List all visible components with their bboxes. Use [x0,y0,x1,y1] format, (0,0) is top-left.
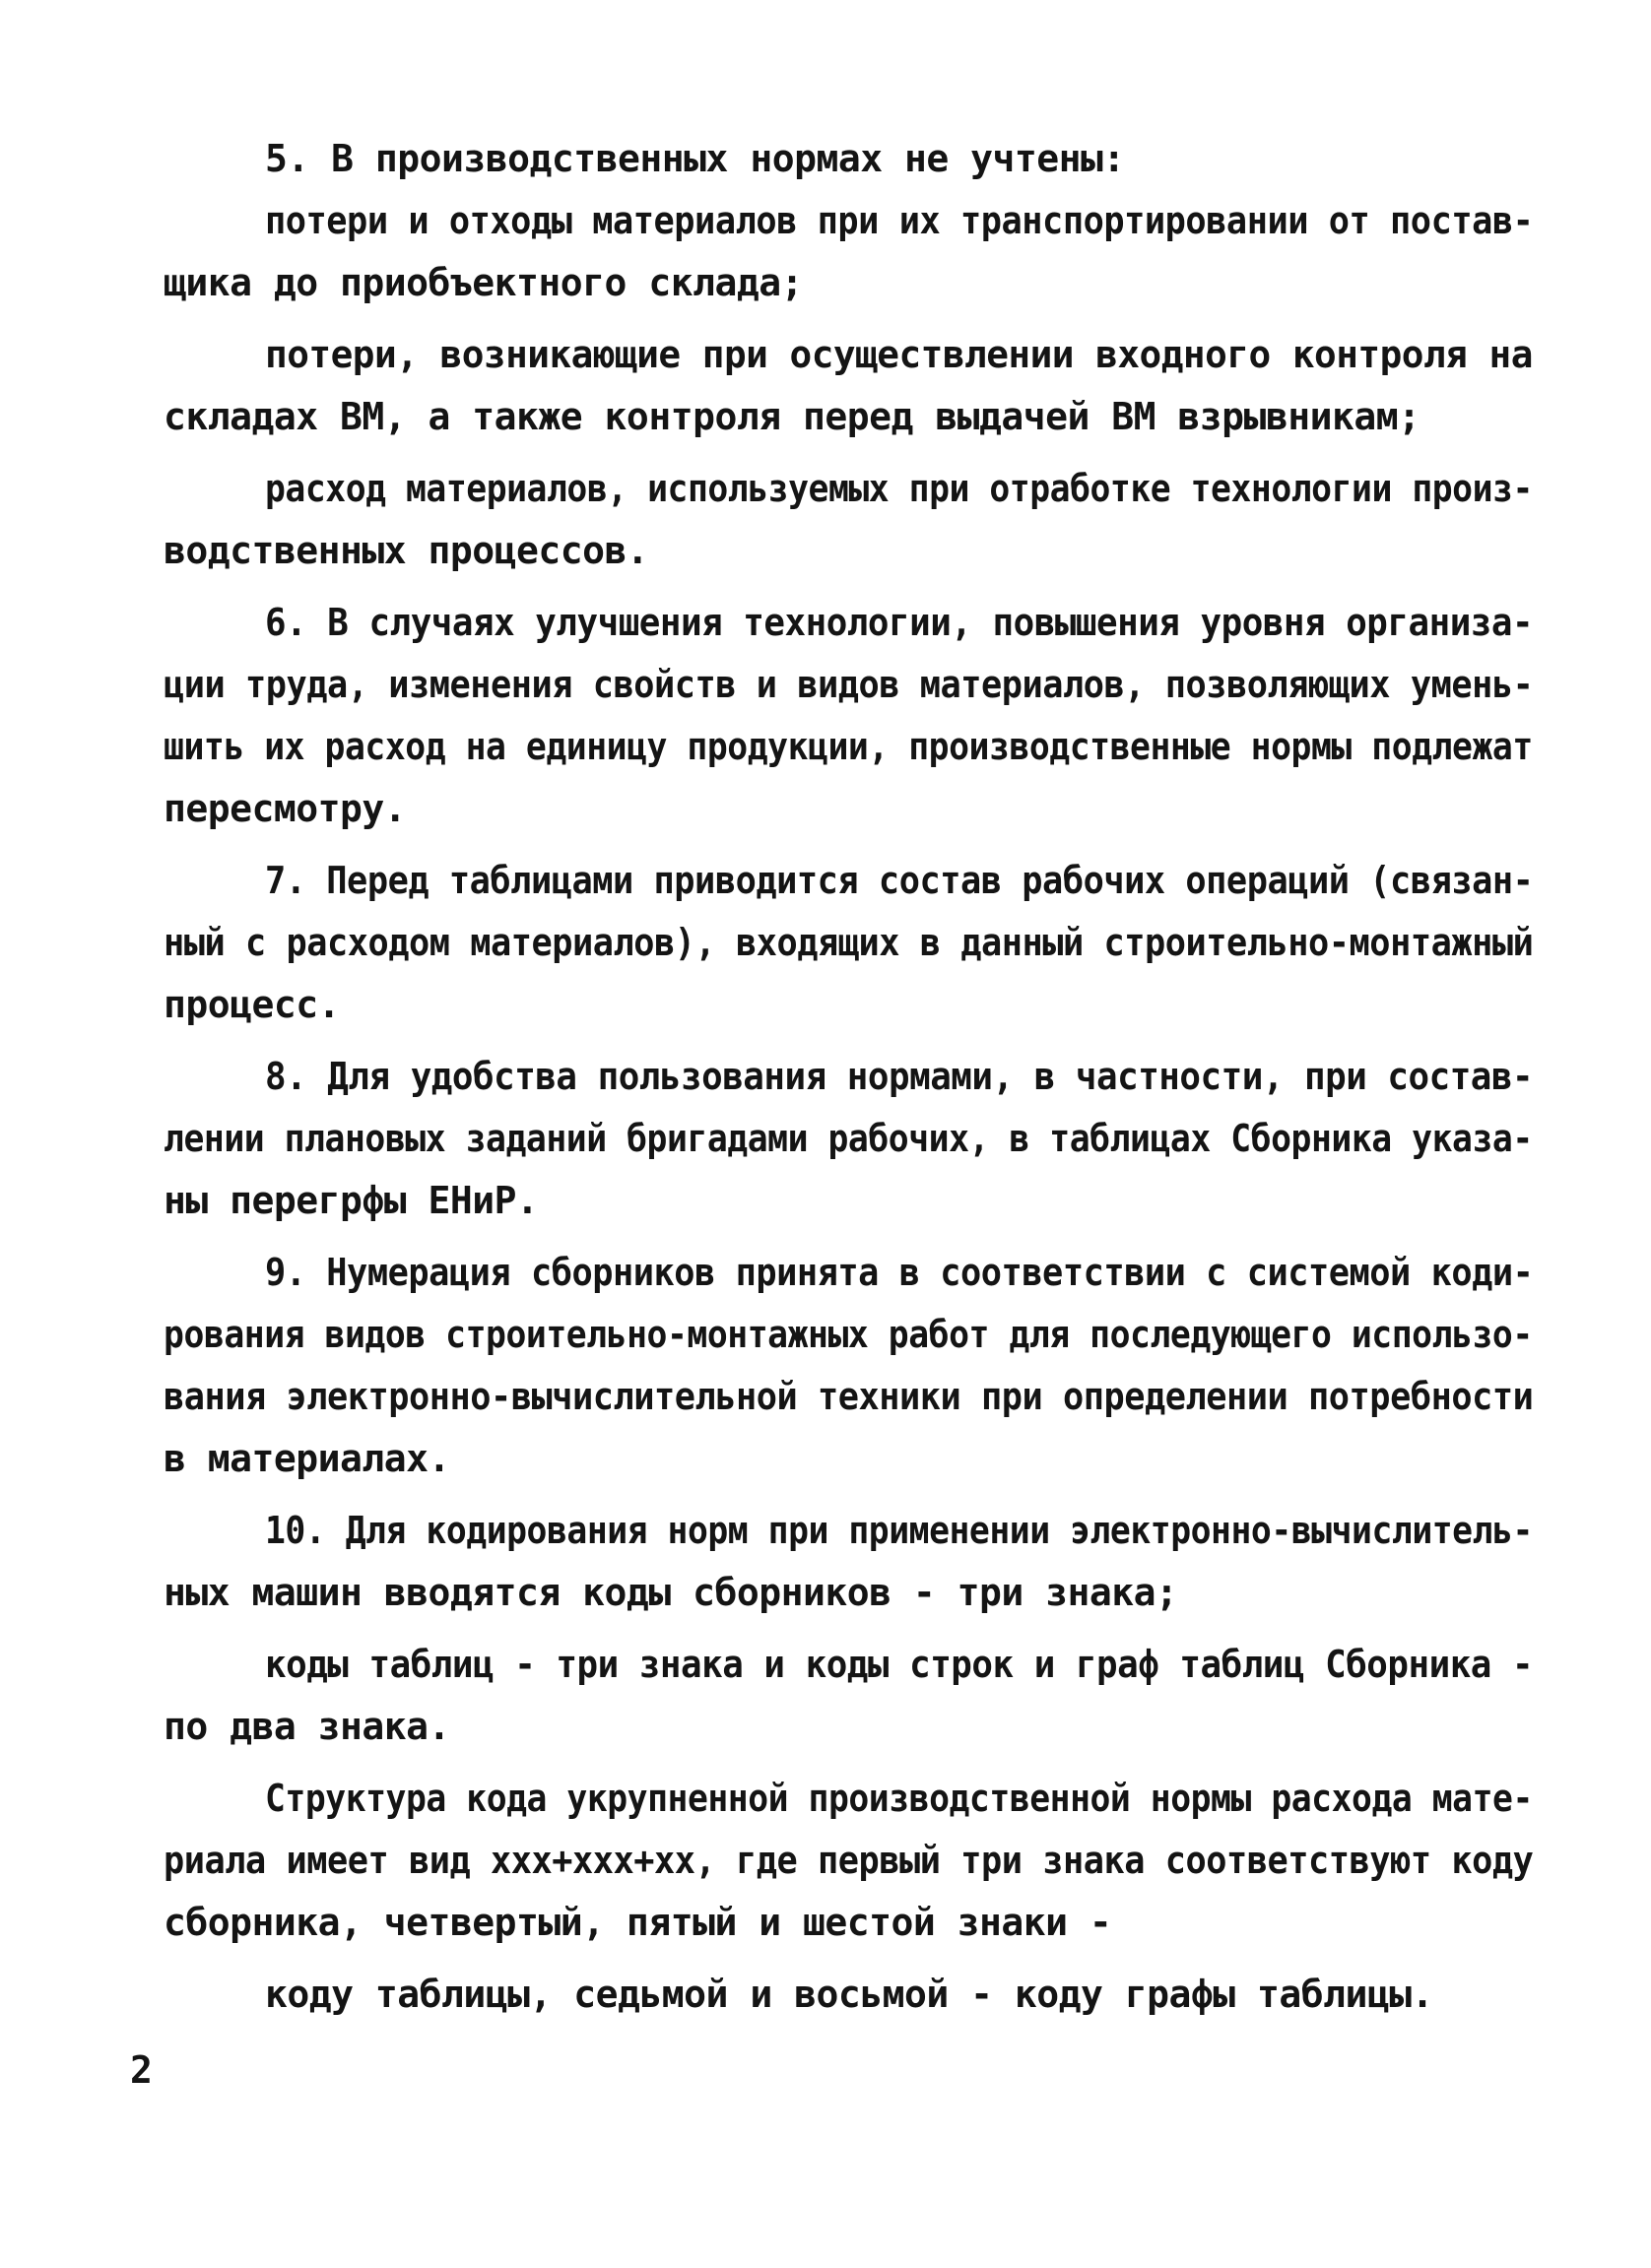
text-line: 5. В производственных нормах не учтены: [265,137,1125,180]
text-line: ный с расходом материалов), входящих в данный строительно-монтажный [164,921,1534,964]
text-line: 9. Нумерация сборников принята в соответствии с системой коди- [265,1251,1534,1294]
text-line: вания электронно-вычислительной техники при определении потребности [164,1375,1534,1418]
text-line: пересмотру. [164,787,407,830]
text-line: водственных процессов. [164,529,649,572]
text-line: 6. В случаях улучшения технологии, повышения уровня организа- [265,601,1534,644]
text-line: в материалах. [164,1437,450,1480]
text-line: ции труда, изменения свойств и видов материалов, позволяющих умень- [164,663,1534,706]
text-line: потери, возникающие при осуществлении входного контроля на [265,333,1533,376]
text-line: 7. Перед таблицами приводится состав рабочих операций (связан- [265,859,1534,902]
text-line: 8. Для удобства пользования нормами, в частности, при состав- [265,1055,1534,1098]
text-line: 10. Для кодирования норм при применении электронно-вычислитель- [265,1509,1533,1552]
text-line: коду таблицы, седьмой и восьмой - коду графы таблицы. [265,1973,1434,2016]
text-line: ны перегрфы ЕНиР. [164,1179,539,1222]
text-line: по два знака. [164,1705,450,1748]
text-line: складах ВМ, а также контроля перед выдачей ВМ взрывникам; [164,395,1420,438]
text-line: коды таблиц - три знака и коды строк и граф таблиц Сборника - [265,1643,1534,1686]
text-line: риала имеет вид ххх+ххх+хх, где первый три знака соответствуют коду [164,1839,1534,1882]
text-line: Структура кода укрупненной производственной нормы расхода мате- [265,1777,1533,1820]
text-line: ных машин вводятся коды сборников - три знака; [164,1571,1178,1614]
text-line: шить их расход на единицу продукции, производственные нормы подлежат [164,725,1533,768]
text-line: сборника, четвертый, пятый и шестой знаки - [164,1901,1112,1944]
page-number: 2 [130,2048,153,2092]
text-line: расход материалов, используемых при отработке технологии произ- [265,467,1533,510]
text-line: потери и отходы материалов при их транспортировании от постав- [265,199,1534,242]
text-line: лении плановых заданий бригадами рабочих, в таблицах Сборника указа- [164,1117,1533,1160]
text-line: щика до приобъектного склада; [164,261,803,304]
text-line: рования видов строительно-монтажных работ для последующего использо- [164,1313,1533,1356]
text-line: процесс. [164,983,341,1026]
